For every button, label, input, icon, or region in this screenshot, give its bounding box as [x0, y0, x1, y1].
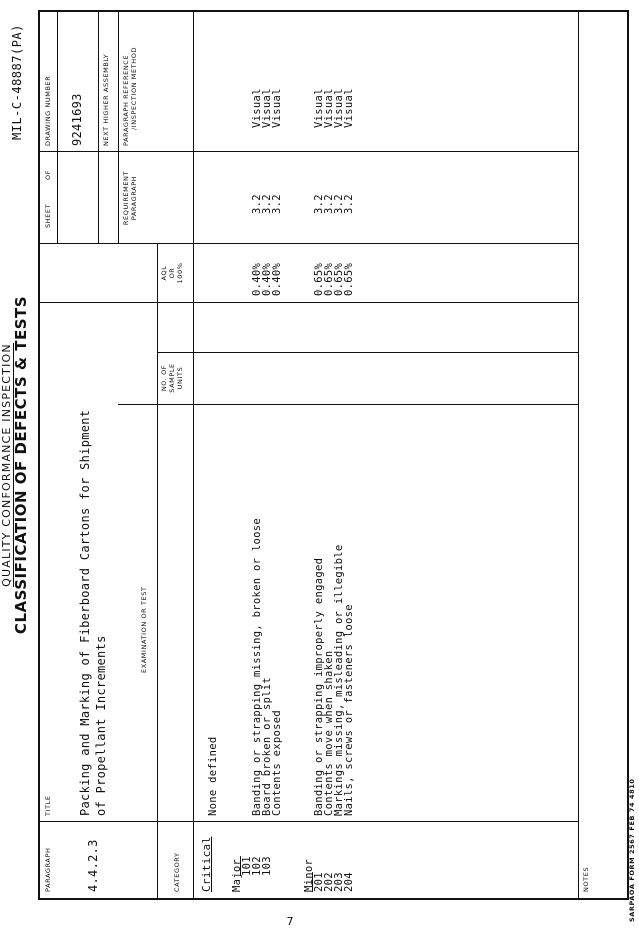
examination-column	[208, 518, 354, 816]
category-critical: Critical	[200, 836, 213, 892]
rule-exam-col	[118, 404, 578, 405]
rule-ref-col	[40, 151, 578, 152]
rule-paragraph-col	[40, 821, 578, 822]
code-203: 203	[333, 872, 345, 892]
category-major: Major	[231, 858, 243, 892]
requirement-column: 3.2 3.2 3.2 3.2 3.2 3.2 3.2	[251, 194, 355, 214]
exam-202: Contents move when shaken	[323, 650, 335, 816]
rule-title-bottom	[157, 244, 158, 898]
exam-201: Banding or strapping improperly engaged	[313, 557, 325, 816]
exam-101: Banding or strapping missing, broken or loose	[251, 518, 263, 816]
sheet-label: SHEET	[44, 203, 52, 228]
of-label: OF	[44, 169, 52, 180]
rule-notes	[578, 10, 579, 898]
aql-column: 0.40% 0.40% 0.40% 0.65% 0.65% 0.65% 0.65%	[251, 262, 355, 296]
code-201: 201	[313, 872, 325, 892]
examination-label: EXAMINATION OR TEST	[140, 586, 148, 673]
exam-critical-none: None defined	[207, 736, 219, 816]
rule-next-assembly	[98, 10, 99, 244]
rule-sheet	[118, 10, 119, 244]
drawing-number-label: DRAWING NUMBER	[44, 75, 52, 146]
rule-aql-col	[40, 302, 578, 303]
rule-req-col	[40, 243, 578, 244]
rule-drawing	[57, 10, 58, 244]
exam-204: Nails, screws or fasteners loose	[343, 604, 355, 816]
drawing-number-value: 9241693	[70, 93, 84, 146]
exam-102: Board broken or split	[261, 676, 273, 816]
rule-sample-col	[157, 352, 578, 353]
title-line-2: of Propellant Increments	[94, 635, 108, 816]
document-number: MIL-C-48887(PA)	[10, 24, 24, 140]
category-label: CATEGORY	[173, 852, 181, 892]
requirement-paragraph-label: REQUIREMENT PARAGRAPH	[122, 170, 138, 226]
heading-line-1: QUALITY CONFORMANCE INSPECTION	[0, 343, 13, 587]
paragraph-reference-label: PARAGRAPH REFERENCE /INSPECTION METHOD	[122, 46, 138, 146]
exam-203: Markings missing, misleading or illegible	[333, 544, 345, 816]
exam-103: Contents exposed	[271, 710, 283, 816]
code-204: 204	[343, 872, 355, 892]
category-minor: Minor	[303, 858, 315, 892]
title-label: TITLE	[44, 795, 52, 816]
page-number: 7	[286, 915, 294, 928]
inspection-form	[38, 10, 629, 900]
paragraph-label: PARAGRAPH	[44, 847, 52, 892]
code-202: 202	[323, 872, 335, 892]
code-102: 102	[251, 856, 263, 876]
sample-units-label: NO. OF SAMPLE UNITS	[160, 363, 184, 393]
aql-label: AQL OR 100%	[160, 262, 184, 284]
paragraph-value: 4.4.2.3	[86, 839, 100, 892]
method-column: Visual Visual Visual Visual Visual Visual Visual	[251, 88, 355, 128]
code-101: 101	[241, 856, 253, 876]
form-identifier: SARPAOA FORM 2567 FEB 74 4810	[628, 778, 636, 922]
title-line-1: Packing and Marking of Fiberboard Cartons for Shipment	[78, 409, 92, 816]
rule-column-headers	[193, 10, 194, 898]
next-higher-assembly-label: NEXT HIGHER ASSEMBLY	[102, 53, 110, 146]
notes-label: NOTES	[582, 866, 590, 892]
category-column	[202, 837, 354, 892]
heading-line-2: CLASSIFICATION OF DEFECTS & TESTS	[12, 295, 30, 635]
code-103: 103	[261, 856, 273, 876]
